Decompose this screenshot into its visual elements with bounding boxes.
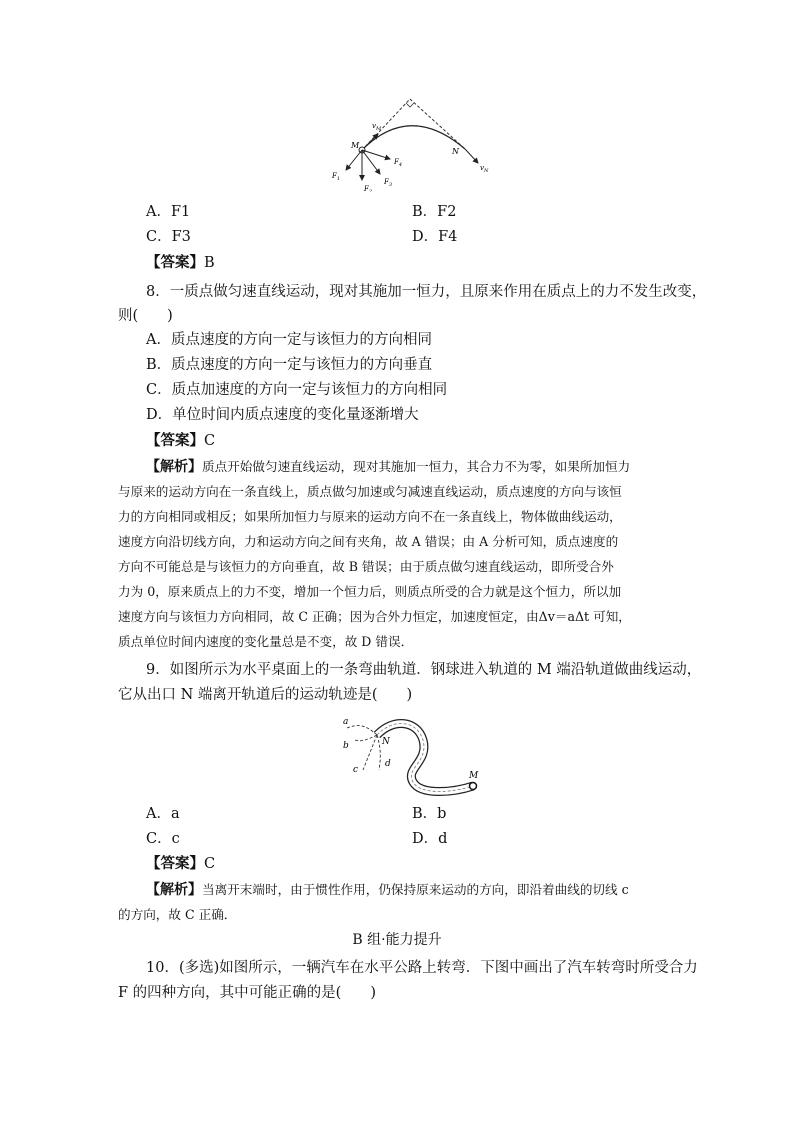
label-f4: $F_4$ [394,158,403,168]
label-f3: $F_3$ [384,178,393,188]
q8-stem-line2: 则( ) [118,308,173,324]
q8-analysis-line [146,455,630,479]
q8-option-a[interactable]: A．质点速度的方向一定与该恒力的方向相同 [146,332,432,348]
label-f2: $F_2$ [364,185,373,192]
q8-analysis-line: 力为 0，原来质点上的力不变，增加一个恒力后，则质点所受的合力就是这个恒力，所以加 [118,584,622,599]
q9-figure [335,710,495,800]
q7-option-a[interactable]: A．F1 [146,204,191,220]
q7-figure [320,92,500,192]
analysis-tag: 【解析】 [146,459,202,475]
answer-value: B [204,255,215,271]
answer-value: C [204,433,216,449]
analysis-tag: 【解析】 [146,882,202,898]
q9-answer [146,854,215,874]
answer-tag: 【答案】 [146,432,204,449]
force-f3-arrow [362,150,380,174]
q7-option-c[interactable]: C．F3 [146,229,191,245]
label-m: M [469,771,479,781]
answer-value: C [204,856,216,872]
label-f1: $F_1$ [332,172,341,182]
q8-analysis-line: 质点单位时间内速度的变化量总是不变，故 D 错误． [118,634,414,649]
q9-option-b[interactable]: B．b [412,806,447,822]
q9-analysis-line: 的方向，故 C 正确． [118,907,237,922]
trajectory-d [377,735,380,770]
answer-tag: 【答案】 [146,855,204,872]
label-b: b [343,741,349,751]
label-c: c [353,765,359,775]
q9-stem-line2: 它从出口 N 端离开轨道后的运动轨迹是( ) [118,687,413,703]
trajectory-a [347,726,377,735]
q9-stem-line1: 9．如图所示为水平桌面上的一条弯曲轨道．钢球进入轨道的 M 端沿轨道做曲线运动， [146,662,702,678]
label-n: N [452,147,459,156]
q7-answer [146,253,215,273]
q8-analysis-line: 速度方向与该恒力方向相同，故 C 正确；因为合外力恒定，加速度恒定，由Δv＝aΔt 可知， [118,609,631,624]
label-a: a [343,717,349,727]
analysis-text: 当离开末端时，由于惯性作用，仍保持原来运动的方向，即沿着曲线的切线 c [202,882,629,897]
q8-analysis-line: 速度方向沿切线方向，力和运动方向之间有夹角，故 A 错误；由 A 分析可知，质点速度的 [118,534,619,549]
q8-analysis-line: 与原来的运动方向在一条直线上，质点做匀加速或匀减速直线运动，质点速度的方向与该恒 [118,484,622,499]
analysis-text: 质点开始做匀速直线运动，现对其施加一恒力，其合力不为零，如果所加恒力 [202,459,631,474]
q8-analysis-line: 力的方向相同或相反；如果所加恒力与原来的运动方向不在一条直线上，物体做曲线运动， [118,509,622,524]
label-vm: $v_M$ [372,122,382,132]
q10-stem-line1: 10．(多选)如图所示，一辆汽车在水平公路上转弯．下图中画出了汽车转弯时所受合力 [146,960,698,976]
q8-option-c[interactable]: C．质点加速度的方向一定与该恒力的方向相同 [146,382,448,398]
section-heading: B 组·能力提升 [352,932,442,948]
force-f4-arrow [362,150,390,159]
q10-stem-line2: F 的四种方向，其中可能正确的是( ) [118,985,376,1001]
label-n: N [382,737,390,747]
q8-answer [146,431,215,451]
label-vn: $v_N$ [480,164,489,174]
q9-option-d[interactable]: D．d [412,831,448,847]
q9-option-a[interactable]: A．a [146,806,180,822]
q9-option-c[interactable]: C．c [146,831,180,847]
trajectory-b [355,735,377,741]
force-f1-arrow [346,150,362,170]
answer-tag: 【答案】 [146,254,204,271]
q7-option-b[interactable]: B．F2 [412,204,457,220]
q7-option-d[interactable]: D．F4 [412,229,458,245]
q8-analysis-line: 方向不可能总是与该恒力的方向垂直，故 B 错误；由于质点做匀速直线运动，即所受合外 [118,559,614,574]
q8-option-b[interactable]: B．质点速度的方向一定与该恒力的方向垂直 [146,357,433,373]
label-m: M [351,141,360,150]
q9-analysis-line [146,878,629,902]
label-d: d [385,759,391,769]
q8-option-d[interactable]: D．单位时间内质点速度的变化量逐渐增大 [146,407,419,423]
q8-stem-line1: 8．一质点做匀速直线运动，现对其施加一恒力，且原来作用在质点上的力不发生改变， [146,284,707,300]
